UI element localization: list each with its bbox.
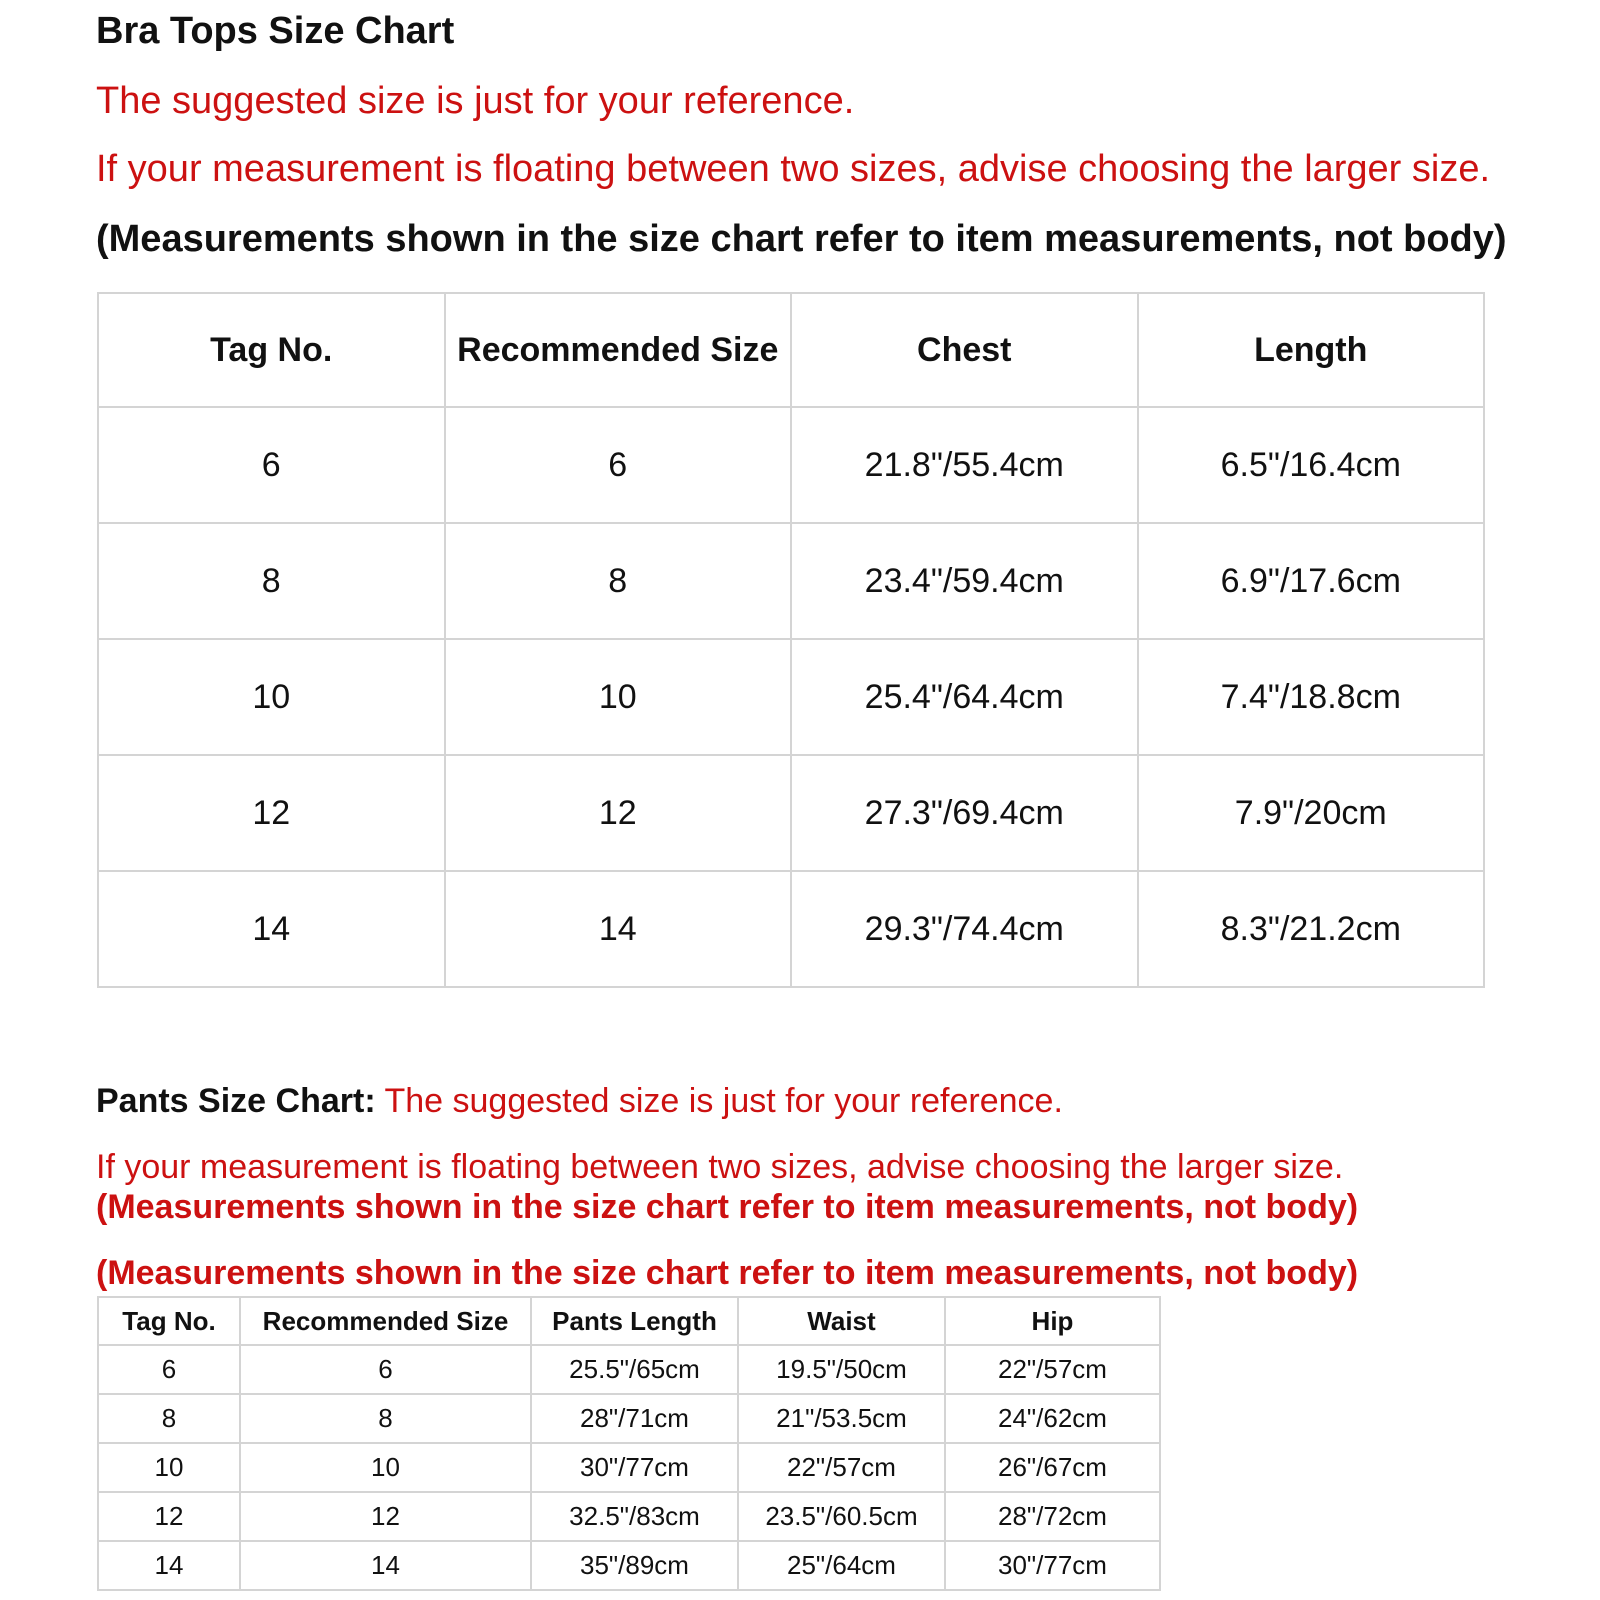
bra-measurements-note: (Measurements shown in the size chart refer to item measurements, not body) [96, 218, 1507, 260]
table-row [98, 1443, 1160, 1492]
pants-reference-note: The suggested size is just for your reference. [375, 1082, 1063, 1120]
cell-recommended-size: 10 [240, 1443, 531, 1492]
table-row [98, 523, 1484, 639]
cell-pants-length: 30"/77cm [531, 1443, 738, 1492]
cell-tag-no: 8 [98, 523, 445, 639]
cell-waist: 23.5"/60.5cm [738, 1492, 945, 1541]
header-chest: Chest [791, 293, 1138, 407]
cell-tag-no: 6 [98, 1345, 240, 1394]
cell-chest: 29.3"/74.4cm [791, 871, 1138, 987]
cell-tag-no: 8 [98, 1394, 240, 1443]
pants-measurements-note: (Measurements shown in the size chart refer to item measurements, not body) [96, 1188, 1359, 1226]
cell-length: 7.4"/18.8cm [1138, 639, 1485, 755]
cell-pants-length: 28"/71cm [531, 1394, 738, 1443]
table-row [98, 1541, 1160, 1590]
cell-waist: 19.5"/50cm [738, 1345, 945, 1394]
header-waist: Waist [738, 1297, 945, 1345]
cell-recommended-size: 10 [445, 639, 792, 755]
cell-hip: 30"/77cm [945, 1541, 1160, 1590]
pants-measurements-note-repeat: (Measurements shown in the size chart refer to item measurements, not body) [96, 1254, 1359, 1292]
table-row [98, 639, 1484, 755]
header-recommended-size: Recommended Size [240, 1297, 531, 1345]
cell-chest: 25.4"/64.4cm [791, 639, 1138, 755]
cell-length: 8.3"/21.2cm [1138, 871, 1485, 987]
cell-waist: 21"/53.5cm [738, 1394, 945, 1443]
pants-heading [96, 1082, 1063, 1121]
cell-tag-no: 14 [98, 1541, 240, 1590]
table-header-row [98, 293, 1484, 407]
header-tag-no: Tag No. [98, 1297, 240, 1345]
header-length: Length [1138, 293, 1485, 407]
header-recommended-size: Recommended Size [445, 293, 792, 407]
cell-chest: 27.3"/69.4cm [791, 755, 1138, 871]
cell-tag-no: 12 [98, 1492, 240, 1541]
pants-floating-note: If your measurement is floating between two sizes, advise choosing the larger size. [96, 1148, 1344, 1186]
bra-size-table [97, 292, 1485, 988]
cell-pants-length: 25.5"/65cm [531, 1345, 738, 1394]
cell-pants-length: 35"/89cm [531, 1541, 738, 1590]
cell-recommended-size: 12 [445, 755, 792, 871]
cell-length: 6.5"/16.4cm [1138, 407, 1485, 523]
cell-recommended-size: 8 [445, 523, 792, 639]
cell-waist: 22"/57cm [738, 1443, 945, 1492]
cell-recommended-size: 8 [240, 1394, 531, 1443]
cell-hip: 24"/62cm [945, 1394, 1160, 1443]
bra-floating-note: If your measurement is floating between two sizes, advise choosing the larger size. [96, 148, 1491, 190]
cell-chest: 21.8"/55.4cm [791, 407, 1138, 523]
cell-hip: 22"/57cm [945, 1345, 1160, 1394]
header-hip: Hip [945, 1297, 1160, 1345]
table-row [98, 407, 1484, 523]
cell-pants-length: 32.5"/83cm [531, 1492, 738, 1541]
table-row [98, 1492, 1160, 1541]
cell-recommended-size: 14 [240, 1541, 531, 1590]
cell-tag-no: 6 [98, 407, 445, 523]
cell-length: 6.9"/17.6cm [1138, 523, 1485, 639]
header-pants-length: Pants Length [531, 1297, 738, 1345]
cell-length: 7.9"/20cm [1138, 755, 1485, 871]
cell-recommended-size: 6 [240, 1345, 531, 1394]
table-header-row [98, 1297, 1160, 1345]
cell-chest: 23.4"/59.4cm [791, 523, 1138, 639]
cell-hip: 28"/72cm [945, 1492, 1160, 1541]
table-row [98, 871, 1484, 987]
cell-recommended-size: 6 [445, 407, 792, 523]
cell-waist: 25"/64cm [738, 1541, 945, 1590]
cell-recommended-size: 12 [240, 1492, 531, 1541]
pants-title-separator: : [364, 1082, 376, 1120]
bra-chart-title: Bra Tops Size Chart [96, 10, 455, 52]
table-row [98, 1345, 1160, 1394]
pants-chart-title: Pants Size Chart [96, 1082, 365, 1120]
table-row [98, 755, 1484, 871]
cell-tag-no: 10 [98, 1443, 240, 1492]
cell-tag-no: 10 [98, 639, 445, 755]
cell-hip: 26"/67cm [945, 1443, 1160, 1492]
header-tag-no: Tag No. [98, 293, 445, 407]
cell-tag-no: 14 [98, 871, 445, 987]
pants-size-table [97, 1296, 1161, 1591]
cell-recommended-size: 14 [445, 871, 792, 987]
bra-reference-note: The suggested size is just for your reference. [96, 80, 855, 122]
table-row [98, 1394, 1160, 1443]
cell-tag-no: 12 [98, 755, 445, 871]
